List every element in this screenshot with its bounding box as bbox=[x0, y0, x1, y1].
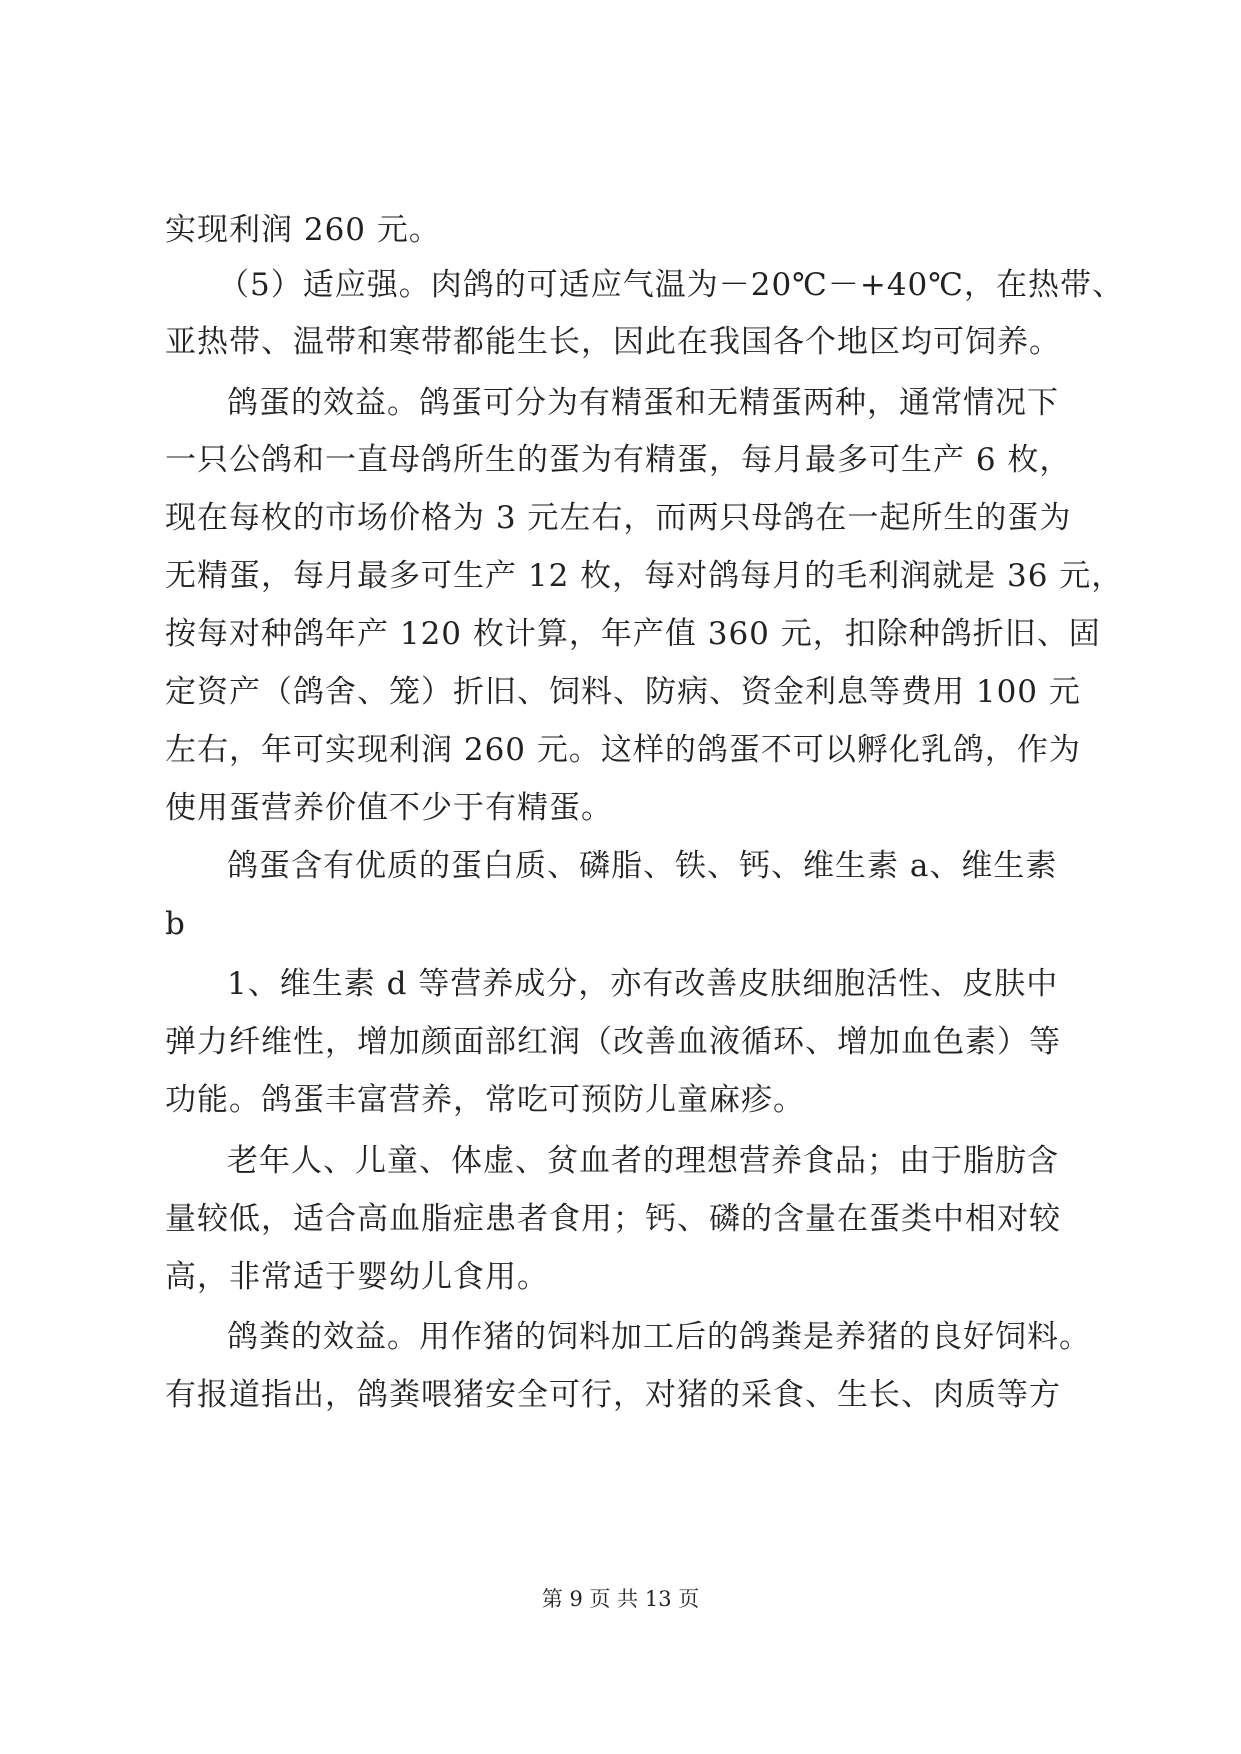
text-line: 量较低，适合高血脂症患者食用；钙、磷的含量在蛋类中相对较 bbox=[165, 1201, 1061, 1237]
text-line: 定资产（鸽舍、笼）折旧、饲料、防病、资金利息等费用 100 元 bbox=[165, 674, 1081, 710]
text-line: 有报道指出，鸽粪喂猪安全可行，对猪的采食、生长、肉质等方 bbox=[165, 1377, 1061, 1413]
text-line: 1、维生素 d 等营养成分，亦有改善皮肤细胞活性、皮肤中 bbox=[227, 966, 1059, 1002]
text-line: 按每对种鸽年产 120 枚计算，年产值 360 元，扣除种鸽折旧、固 bbox=[165, 616, 1101, 652]
text-line: 鸽蛋的效益。鸽蛋可分为有精蛋和无精蛋两种，通常情况下 bbox=[227, 385, 1059, 421]
text-line: 老年人、儿童、体虚、贫血者的理想营养食品；由于脂肪含 bbox=[227, 1143, 1059, 1179]
text-line: 使用蛋营养价值不少于有精蛋。 bbox=[165, 790, 613, 826]
text-line: 亚热带、温带和寒带都能生长，因此在我国各个地区均可饲养。 bbox=[165, 324, 1061, 360]
text-line: 左右，年可实现利润 260 元。这样的鸽蛋不可以孵化乳鸽，作为 bbox=[165, 732, 1081, 768]
page-footer: 第 9 页 共 13 页 bbox=[541, 1587, 700, 1611]
text-line: 功能。鸽蛋丰富营养，常吃可预防儿童麻疹。 bbox=[165, 1082, 805, 1118]
text-line: （5）适应强。肉鸽的可适应气温为－20℃－+40℃，在热带、 bbox=[218, 267, 1124, 303]
text-line: b bbox=[165, 906, 186, 942]
text-line: 弹力纤维性，增加颜面部红润（改善血液循环、增加血色素）等 bbox=[165, 1024, 1061, 1060]
text-line: 高，非常适于婴幼儿食用。 bbox=[165, 1259, 549, 1295]
text-line: 一只公鸽和一直母鸽所生的蛋为有精蛋，每月最多可生产 6 枚， bbox=[165, 442, 1072, 478]
text-line: 现在每枚的市场价格为 3 元左右，而两只母鸽在一起所生的蛋为 bbox=[165, 500, 1072, 536]
text-line: 鸽蛋含有优质的蛋白质、磷脂、铁、钙、维生素 a、维生素 bbox=[227, 848, 1058, 884]
text-line: 鸽粪的效益。用作猪的饲料加工后的鸽粪是养猪的良好饲料。 bbox=[227, 1319, 1091, 1355]
text-line: 实现利润 260 元。 bbox=[165, 212, 441, 248]
text-line: 无精蛋，每月最多可生产 12 枚，每对鸽每月的毛利润就是 36 元， bbox=[165, 558, 1124, 594]
